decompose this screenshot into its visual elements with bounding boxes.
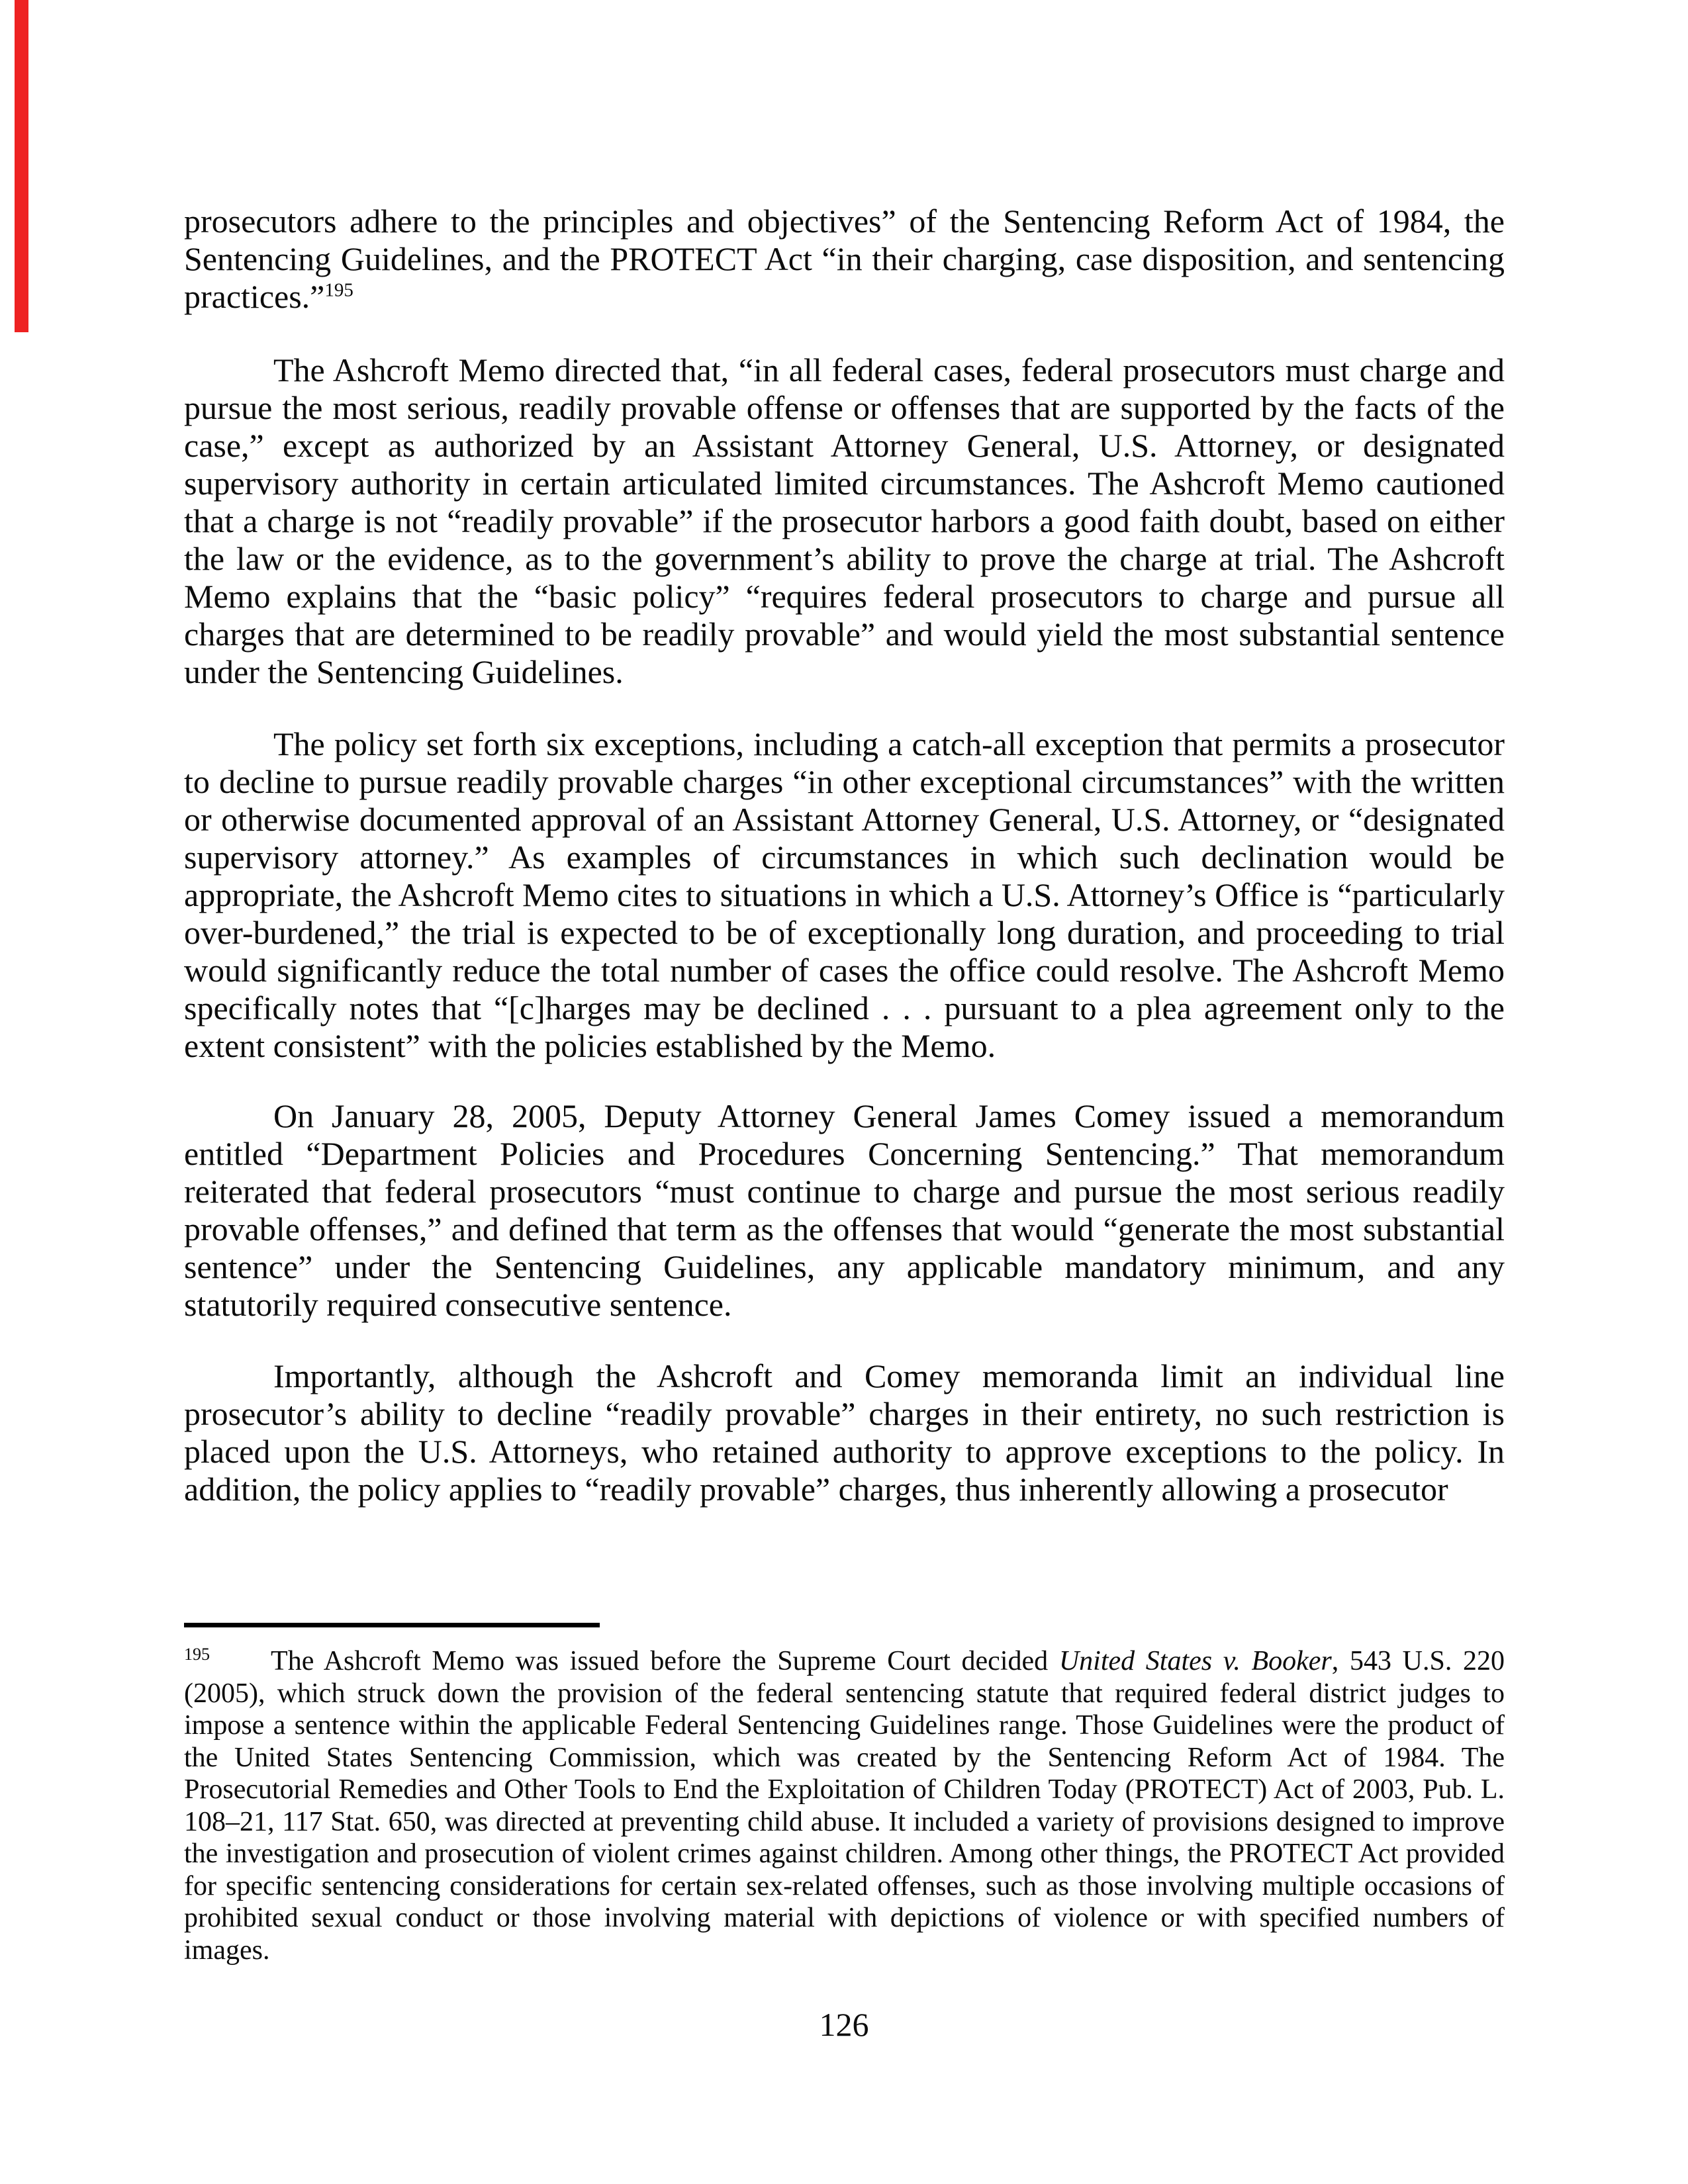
red-edge-mark [15,0,28,332]
footnote-text-before-case: The Ashcroft Memo was issued before the Supreme Court decided [271,1646,1059,1676]
paragraph-continuation [184,203,1505,316]
footnote-195 [184,1645,1505,1966]
paragraph-six-exceptions: The policy set forth six exceptions, including a catch-all exception that permits a prosecutor to decline to pursue readily provable charges “in other exceptional circumstances” with the written or otherwise documented approval of an Assistant Attorney General, U.S. Attorney, or “designated supervisory attorney.” As examples of circumstances in which such declination would be appropriate, the Ashcroft Memo cites to situations in which a U.S. Attorney’s Office is “particularly over-burdened,” the trial is expected to be of exceptionally long duration, and proceeding to trial would significantly reduce the total number of cases the office could resolve. The Ashcroft Memo specifically notes that “[c]harges may be declined . . . pursuant to a plea agreement only to the extent consistent” with the policies established by the Memo. [184,725,1505,1064]
paragraph-comey-memorandum: On January 28, 2005, Deputy Attorney General James Comey issued a memorandum entitled “Department Policies and Procedures Concerning Sentencing.” That memorandum reiterated that federal prosecutors “must continue to charge and pursue the most serious readily provable offenses,” and defined that term as the offenses that would “generate the most substantial sentence” under the Sentencing Guidelines, any applicable mandatory minimum, and any statutorily required consecutive sentence. [184,1097,1505,1323]
footnote-text-after-case: , 543 U.S. 220 (2005), which struck down the provision of the federal sentencing statute that required federal district judges to impose a sentence within the applicable Federal Sentencing Guidelines range. Those Guidelines were the product of the United States Sentencing Commission, which was created by the Sentencing Reform Act of 1984. The Prosecutorial Remedies and Other Tools to End the Exploitation of Children Today (PROTECT) Act of 2003, Pub. L. 108–21, 117 Stat. 650, was directed at preventing child abuse. It included a variety of provisions designed to improve the investigation and prosecution of violent crimes against children. Among other things, the PROTECT Act provided for specific sentencing considerations for certain sex-related offenses, such as those involving multiple occasions of prohibited sexual conduct or those involving material with depictions of violence or with specified numbers of images. [184,1646,1505,1966]
footnote-case-name: United States v. Booker [1058,1646,1332,1676]
paragraph-ashcroft-memo-directive: The Ashcroft Memo directed that, “in all federal cases, federal prosecutors must charge and pursue the most serious, readily provable offense or offenses that are supported by the facts of the case,” except as authorized by an Assistant Attorney General, U.S. Attorney, or designated supervisory authority in certain articulated limited circumstances. The Ashcroft Memo cautioned that a charge is not “readily provable” if the prosecutor harbors a good faith doubt, based on either the law or the evidence, as to the government’s ability to prove the charge at trial. The Ashcroft Memo explains that the “basic policy” “requires federal prosecutors to charge and pursue all charges that are determined to be readily provable” and would yield the most substantial sentence under the Sentencing Guidelines. [184,351,1505,690]
footnote-separator-rule [184,1623,600,1627]
footnote-marker: 195 [184,1645,211,1664]
footnote-reference-195: 195 [324,279,353,301]
paragraph-importantly: Importantly, although the Ashcroft and Comey memoranda limit an individual line prosecutor’s ability to decline “readily provable” charges in their entirety, no such restriction is placed upon the U.S. Attorneys, who retained authority to approve exceptions to the policy. In addition, the policy applies to “readily provable” charges, thus inherently allowing a prosecutor [184,1357,1505,1508]
page-number: 126 [819,2006,869,2043]
paragraph-text: prosecutors adhere to the principles and objectives” of the Sentencing Reform Act of 1984, the Sentencing Guidelines, and the PROTECT Act “in their charging, case disposition, and sentencing practices.” [184,203,1505,315]
